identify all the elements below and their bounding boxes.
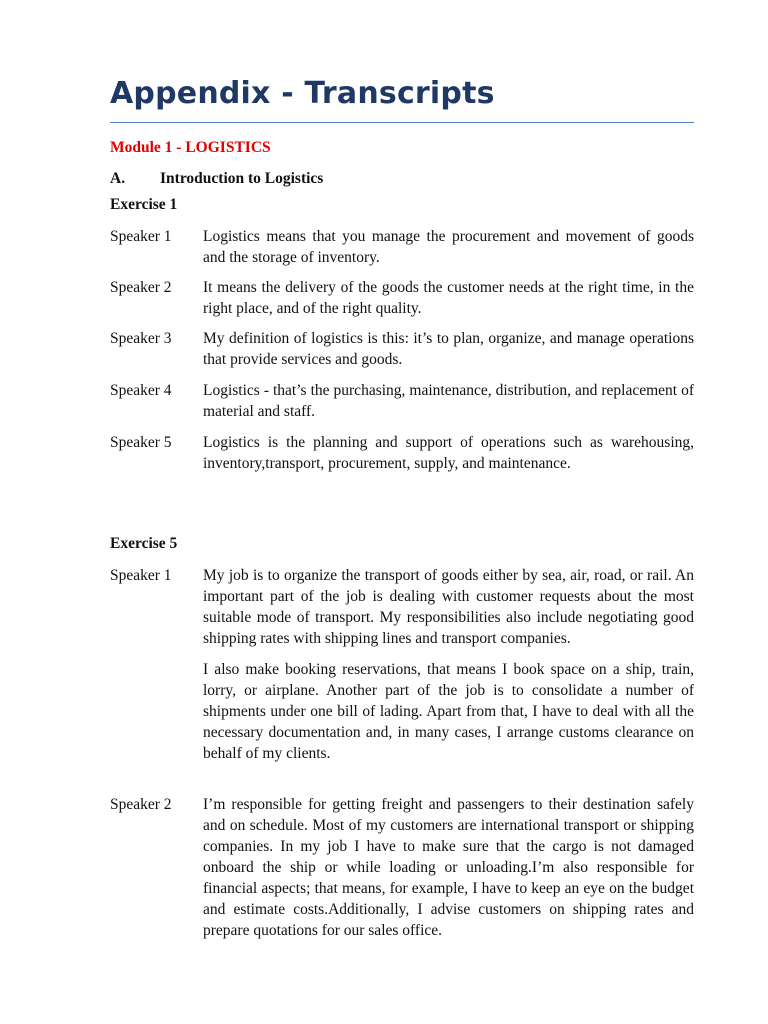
speaker-label: Speaker 4 — [110, 382, 172, 399]
transcript-entry — [110, 226, 694, 268]
transcript-entry — [110, 277, 694, 319]
speaker-label: Speaker 1 — [110, 228, 172, 245]
speaker-text — [203, 277, 694, 319]
paragraph: My job is to organize the transport of goods either by sea, air, road, or rail. An important part of the job is dealing with customer requests about the most suitable mode of transport. My responsibilities also include negotiating good shipping rates with shipping lines and transport companies. — [203, 567, 694, 647]
speaker-text — [203, 328, 694, 370]
speaker-text — [203, 794, 694, 941]
paragraph: Logistics is the planning and support of operations such as warehousing, inventory,transport, procurement, supply, and maintenance. — [203, 434, 694, 472]
speaker-text — [203, 565, 694, 764]
transcript-entry — [110, 565, 694, 764]
speaker-text — [203, 380, 694, 422]
speaker-label: Speaker 5 — [110, 434, 172, 451]
transcript-entry — [110, 794, 694, 941]
transcript-entry — [110, 432, 694, 474]
section-title: Introduction to Logistics — [160, 170, 324, 187]
exercise-heading: Exercise 1 — [110, 196, 178, 213]
speaker-label: Speaker 1 — [110, 567, 172, 584]
section-heading — [110, 170, 323, 188]
paragraph: I also make booking reservations, that means I book space on a ship, train, lorry, or airplane. Another part of the job is to consolidate a number of shipments under one bill of lading. Apart from that, I have to deal with all the necessary documentation and, in many cases, I arrange customs clearance on behalf of my clients. — [203, 661, 694, 762]
paragraph: It means the delivery of the goods the customer needs at the right time, in the right place, and of the right quality. — [203, 279, 694, 317]
speaker-text — [203, 226, 694, 268]
paragraph: Logistics - that’s the purchasing, maintenance, distribution, and replacement of material and staff. — [203, 382, 694, 420]
paragraph: Logistics means that you manage the procurement and movement of goods and the storage of inventory. — [203, 228, 694, 266]
paragraph: I’m responsible for getting freight and passengers to their destination safely and on schedule. Most of my customers are international transport or shipping companies. In my job I have to make sure that the cargo is not damaged onboard the ship or while loading or unloading.I’m also responsible for financial aspects; that means, for example, I have to keep an eye on the budget and estimate costs.Additionally, I advise customers on shipping rates and prepare quotations for our sales office. — [203, 796, 694, 939]
speaker-label: Speaker 3 — [110, 330, 172, 347]
module-heading: Module 1 - LOGISTICS — [110, 139, 271, 156]
transcript-entry — [110, 328, 694, 370]
speaker-label: Speaker 2 — [110, 796, 172, 813]
section-letter: A. — [110, 170, 126, 187]
speaker-label: Speaker 2 — [110, 279, 172, 296]
transcript-entry — [110, 380, 694, 422]
title-divider — [110, 122, 694, 123]
speaker-text — [203, 432, 694, 474]
exercise-heading: Exercise 5 — [110, 535, 178, 552]
page-title: Appendix - Transcripts — [110, 76, 495, 111]
paragraph: My definition of logistics is this: it’s to plan, organize, and manage operations that provide services and goods. — [203, 330, 694, 368]
